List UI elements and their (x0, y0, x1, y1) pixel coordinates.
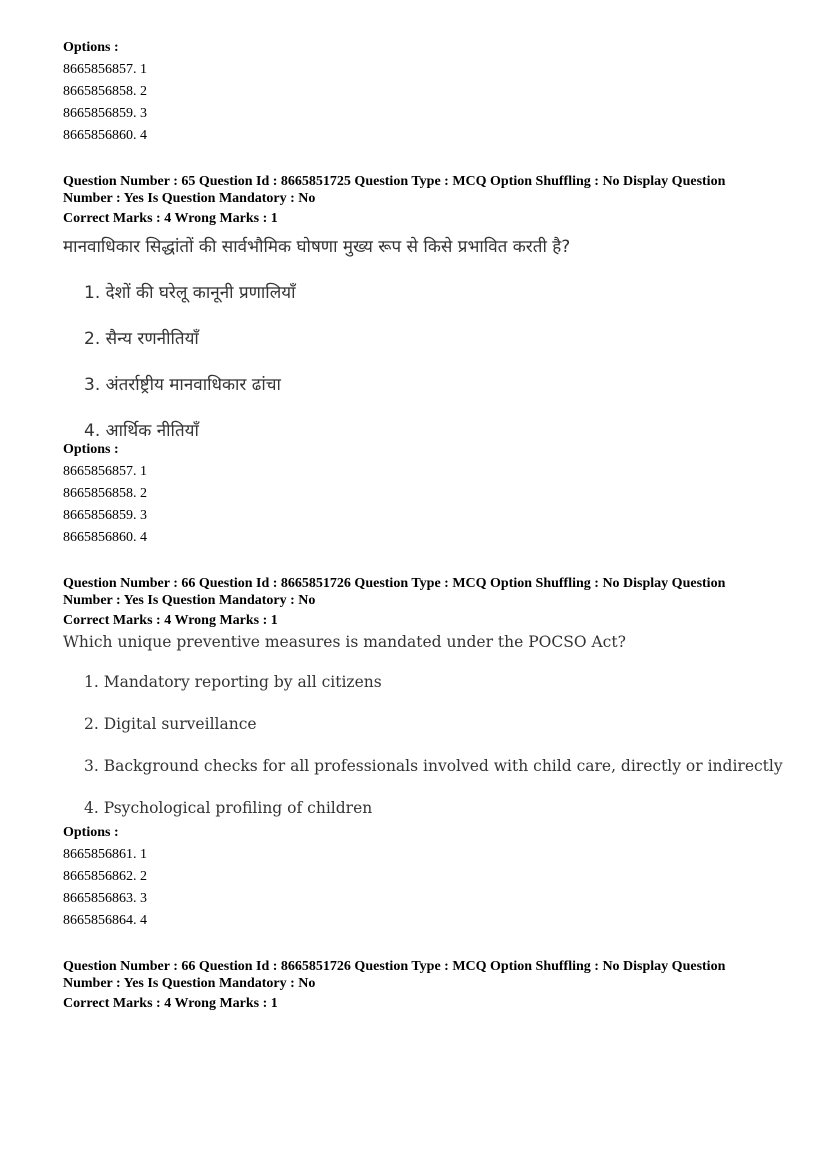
question-header (63, 959, 763, 992)
question-header-line1: Question Number : 65 Question Id : 8665851725 Question Type : MCQ Option Shuffling : No Display Question (63, 174, 726, 189)
question-header-line1: Question Number : 66 Question Id : 8665851726 Question Type : MCQ Option Shuffling : No Display Question (63, 576, 726, 591)
option-id: 8665856860. 4 (63, 530, 147, 545)
marks-line: Correct Marks : 4 Wrong Marks : 1 (63, 996, 278, 1011)
question-header (63, 576, 763, 609)
question-text: Which unique preventive measures is mandated under the POCSO Act? (63, 633, 626, 651)
option-id: 8665856863. 3 (63, 891, 147, 906)
answer-choice: 3. Background checks for all professionals involved with child care, directly or indirectly (84, 757, 783, 775)
marks-line: Correct Marks : 4 Wrong Marks : 1 (63, 613, 278, 628)
marks-line: Correct Marks : 4 Wrong Marks : 1 (63, 211, 278, 226)
options-label: Options : (63, 40, 119, 55)
question-header-line1: Question Number : 66 Question Id : 8665851726 Question Type : MCQ Option Shuffling : No Display Question (63, 959, 726, 974)
answer-choice: 2. Digital surveillance (84, 715, 257, 733)
answer-choice: 3. अंतर्राष्ट्रीय मानवाधिकार ढांचा (84, 375, 281, 395)
option-id: 8665856861. 1 (63, 847, 147, 862)
option-id: 8665856857. 1 (63, 62, 147, 77)
answer-choice: 1. Mandatory reporting by all citizens (84, 673, 382, 691)
answer-choice: 4. आर्थिक नीतियाँ (84, 421, 199, 441)
question-header-line2: Number : Yes Is Question Mandatory : No (63, 592, 316, 608)
options-label: Options : (63, 825, 119, 840)
question-header-line2: Number : Yes Is Question Mandatory : No (63, 190, 316, 206)
question-header (63, 174, 763, 207)
option-id: 8665856864. 4 (63, 913, 147, 928)
question-header-line2: Number : Yes Is Question Mandatory : No (63, 975, 316, 991)
option-id: 8665856860. 4 (63, 128, 147, 143)
options-label: Options : (63, 442, 119, 457)
option-id: 8665856858. 2 (63, 486, 147, 501)
option-id: 8665856857. 1 (63, 464, 147, 479)
answer-choice: 1. देशों की घरेलू कानूनी प्रणालियाँ (84, 283, 296, 303)
answer-choice: 4. Psychological profiling of children (84, 799, 373, 817)
option-id: 8665856862. 2 (63, 869, 147, 884)
option-id: 8665856859. 3 (63, 106, 147, 121)
option-id: 8665856859. 3 (63, 508, 147, 523)
option-id: 8665856858. 2 (63, 84, 147, 99)
answer-choice: 2. सैन्य रणनीतियाँ (84, 329, 199, 349)
question-text: मानवाधिकार सिद्धांतों की सार्वभौमिक घोषणा मुख्य रूप से किसे प्रभावित करती है? (63, 237, 571, 257)
